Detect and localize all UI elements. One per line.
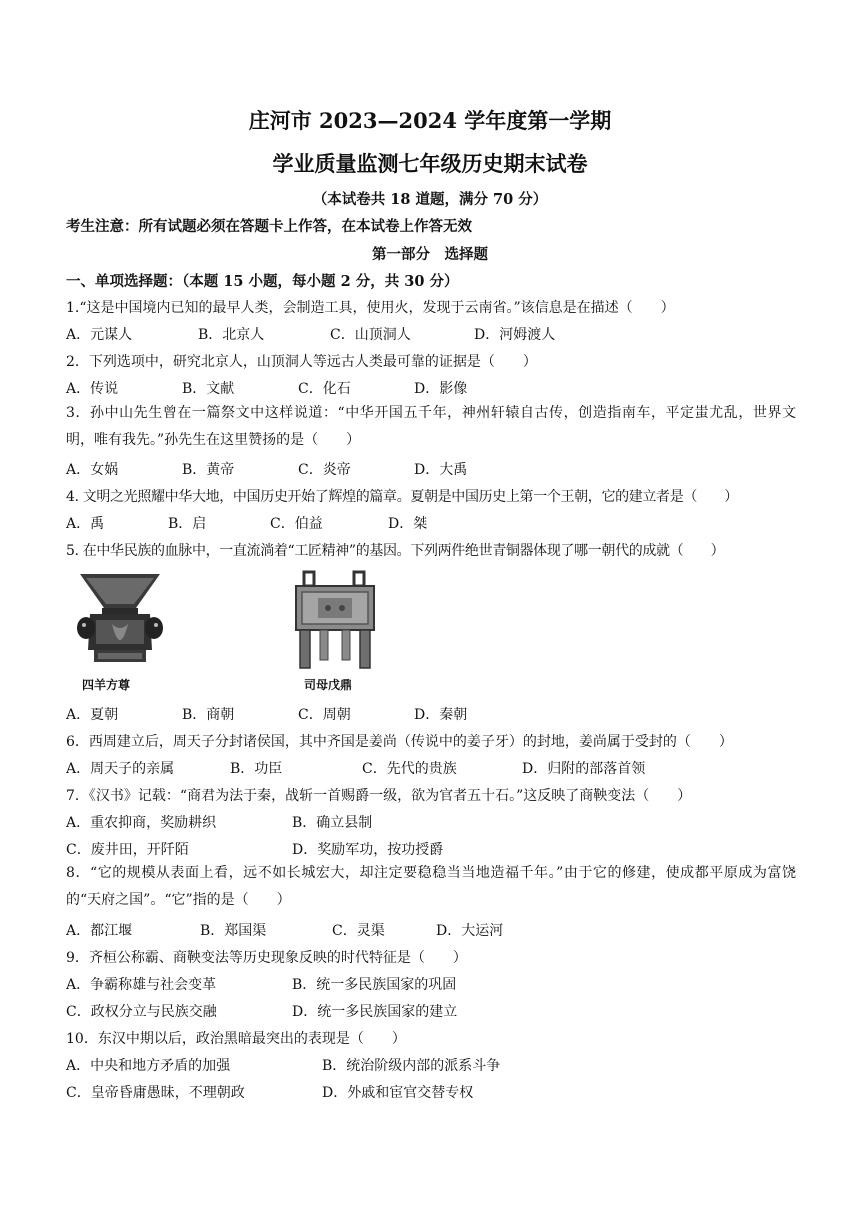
question-2-option-b: B．文献	[182, 381, 235, 397]
question-2-option-d: D．影像	[414, 381, 468, 397]
houmuwu-ding-caption: 司母戊鼎	[304, 678, 353, 692]
four-ram-zun-image	[72, 570, 168, 670]
question-6-stem: 6．西周建立后，周天子分封诸侯国，其中齐国是姜尚（传说中的姜子牙）的封地，姜尚属于受封的（ ）	[66, 734, 733, 750]
question-4-option-d: D．桀	[388, 516, 428, 532]
question-1-option-b: B．北京人	[198, 327, 265, 343]
question-8-option-a: A．都江堰	[66, 923, 133, 939]
question-4-stem: 4. 文明之光照耀中华大地，中国历史开始了辉煌的篇章。夏朝是中国历史上第一个王朝，它的建立者是（ ）	[66, 489, 738, 505]
question-8-option-d: D．大运河	[436, 923, 504, 939]
exam-title-line1: 庄河市 2023—2024 学年度第一学期	[248, 108, 612, 133]
question-10-stem: 10．东汉中期以后，政治黑暗最突出的表现是（ ）	[66, 1031, 406, 1047]
four-ram-zun-caption: 四羊方尊	[82, 678, 131, 692]
question-9-option-d: D．统一多民族国家的建立	[292, 1004, 458, 1020]
exam-title-line2: 学业质量监测七年级历史期末试卷	[272, 151, 588, 176]
question-3-option-a: A．女娲	[66, 462, 119, 478]
question-2-option-c: C．化石	[298, 381, 351, 397]
question-6-option-a: A．周天子的亲属	[66, 761, 175, 777]
question-3-option-d: D．大禹	[414, 462, 468, 478]
question-4-option-b: B．启	[168, 516, 207, 532]
question-2-option-a: A．传说	[66, 381, 119, 397]
question-3-option-c: C．炎帝	[298, 462, 351, 478]
question-8-stem: 8．“它的规模从表面上看，远不如长城宏大，却注定要稳稳当当地造福千年。”由于它的修建，使成都平原成为富饶的“天府之国”。“它”指的是（ ）	[66, 865, 796, 908]
question-10-option-a: A．中央和地方矛盾的加强	[66, 1058, 231, 1074]
question-1-stem: 1.“这是中国境内已知的最早人类，会制造工具，使用火，发现于云南省。”该信息是在描述（ ）	[66, 300, 675, 316]
question-3-stem: 3．孙中山先生曾在一篇祭文中这样说道：“中华开国五千年，神州轩辕自古传，创造指南车，平定蚩尤乱，世界文明，唯有我先。”孙先生在这里赞扬的是（ ）	[66, 405, 796, 448]
question-8-option-b: B．郑国渠	[200, 923, 267, 939]
question-10-option-b: B．统治阶级内部的派系斗争	[322, 1058, 501, 1074]
question-1-option-c: C．山顶洞人	[330, 327, 411, 343]
question-1-option-d: D．河姆渡人	[474, 327, 556, 343]
question-7-option-d: D．奖励军功，按功授爵	[292, 842, 444, 858]
question-7-stem: 7．《汉书》记载：“商君为法于秦，战斩一首赐爵一级，欲为官者五十石。”这反映了商鞅变法（ ）	[66, 788, 692, 804]
question-4-option-c: C．伯益	[270, 516, 323, 532]
question-5-option-c: C．周朝	[298, 707, 351, 723]
question-2-stem: 2．下列选项中，研究北京人，山顶洞人等远古人类最可靠的证据是（ ）	[66, 354, 537, 370]
question-5-option-b: B．商朝	[182, 707, 235, 723]
question-8-option-c: C．灵渠	[332, 923, 385, 939]
question-1-option-a: A．元谋人	[66, 327, 133, 343]
question-9-option-a: A．争霸称雄与社会变革	[66, 977, 217, 993]
part-title: 第一部分 选择题	[372, 246, 488, 263]
exam-subtitle: （本试卷共 18 道题，满分 70 分）	[312, 191, 548, 208]
question-7-option-b: B．确立县制	[292, 815, 373, 831]
question-9-option-c: C．政权分立与民族交融	[66, 1004, 217, 1020]
exam-notice: 考生注意：所有试题必须在答题卡上作答，在本试卷上作答无效	[66, 218, 472, 235]
question-9-option-b: B．统一多民族国家的巩固	[292, 977, 457, 993]
question-4-option-a: A．禹	[66, 516, 105, 532]
question-9-stem: 9．齐桓公称霸、商鞅变法等历史现象反映的时代特征是（ ）	[66, 950, 467, 966]
question-5-stem: 5. 在中华民族的血脉中，一直流淌着“工匠精神”的基因。下列两件绝世青铜器体现了哪一朝代的成就（ ）	[66, 543, 725, 559]
question-6-option-c: C．先代的贵族	[362, 761, 457, 777]
question-5-option-a: A．夏朝	[66, 707, 119, 723]
question-5-option-d: D．秦朝	[414, 707, 468, 723]
question-6-option-d: D．归附的部落首领	[522, 761, 646, 777]
question-7-option-c: C．废井田，开阡陌	[66, 842, 189, 858]
houmuwu-ding-image	[292, 570, 378, 672]
question-6-option-b: B．功臣	[230, 761, 283, 777]
question-10-option-d: D．外戚和宦官交替专权	[322, 1085, 474, 1101]
section-title: 一、单项选择题：（本题 15 小题，每小题 2 分，共 30 分）	[66, 273, 459, 290]
question-3-option-b: B．黄帝	[182, 462, 235, 478]
question-10-option-c: C．皇帝昏庸愚昧，不理朝政	[66, 1085, 245, 1101]
question-7-option-a: A．重农抑商，奖励耕织	[66, 815, 217, 831]
